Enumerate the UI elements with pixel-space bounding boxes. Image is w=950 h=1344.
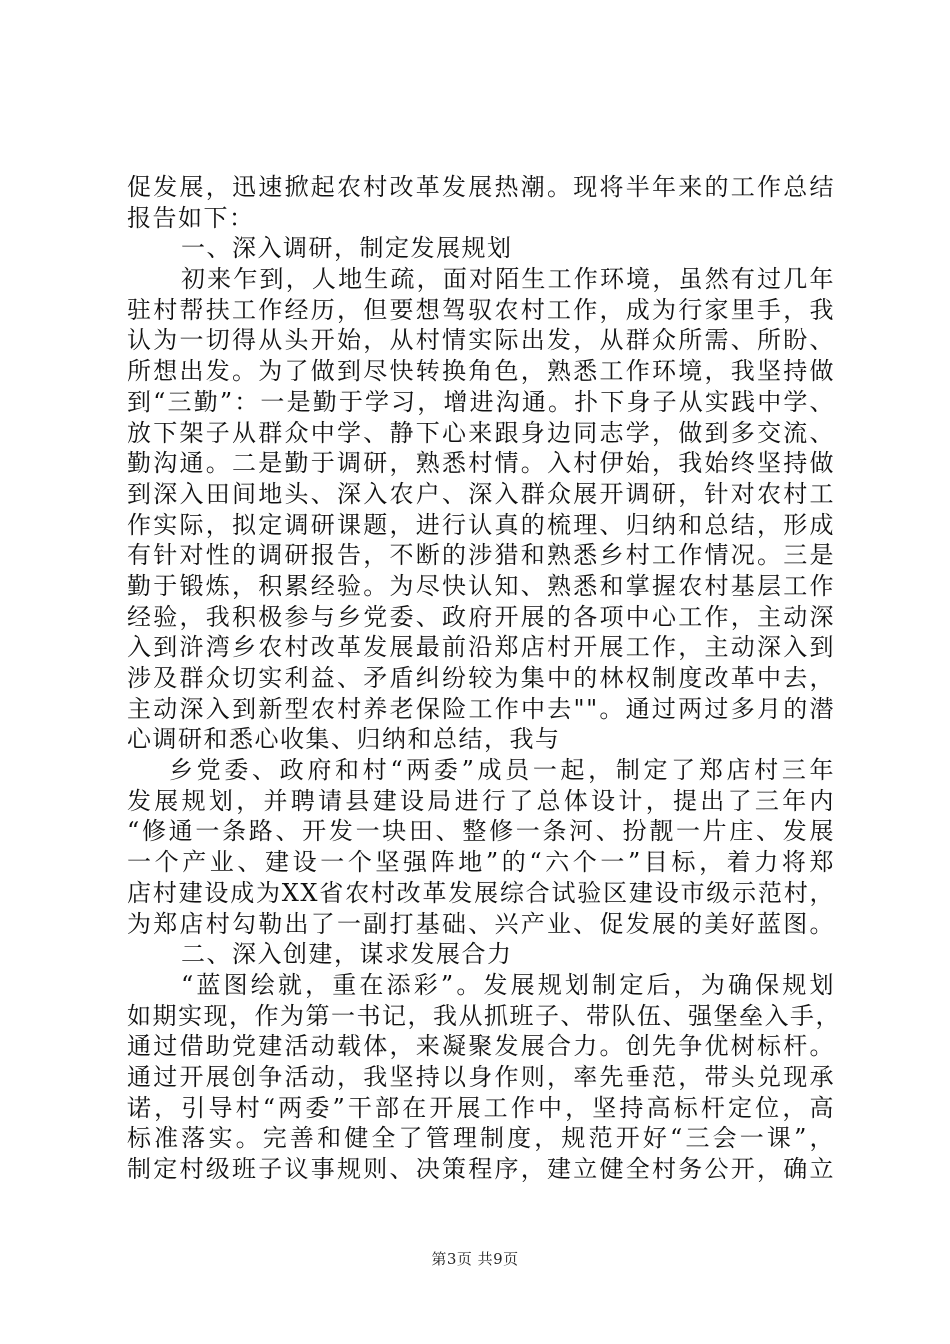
text-line: 心调研和悉心收集、归纳和总结，我与: [127, 725, 561, 754]
text-line: 主动深入到新型农村养老保险工作中去""。通过两过多月的潜: [127, 694, 835, 723]
text-line: 经验，我积极参与乡党委、政府开展的各项中心工作，主动深: [127, 602, 835, 631]
text-line: 勤于锻炼，积累经验。为尽快认知、熟悉和掌握农村基层工作: [127, 571, 835, 600]
text-line: 到深入田间地头、深入农户、深入群众展开调研，针对农村工: [127, 479, 835, 508]
text-line: 为郑店村勾勒出了一副打基础、兴产业、促发展的美好蓝图。: [127, 909, 835, 938]
text-line: 涉及群众切实利益、矛盾纠纷较为集中的林权制度改革中去，: [127, 664, 835, 692]
text-line: “修通一条路、开发一块田、整修一条河、扮靓一片庄、发展: [127, 817, 835, 846]
text-line: 促发展，迅速掀起农村改革发展热潮。现将半年来的工作总结: [127, 173, 835, 201]
text-line: 标准落实。完善和健全了管理制度，规范开好“三会一课”，: [127, 1124, 835, 1153]
text-line: 通过开展创争活动，我坚持以身作则，率先垂范，带头兑现承: [127, 1062, 835, 1091]
text-line: 放下架子从群众中学、静下心来跟身边同志学，做到多交流、: [127, 418, 835, 447]
page-number-footer: 第3页 共9页: [431, 1250, 519, 1268]
text-line: 如期实现，作为第一书记，我从抓班子、带队伍、强堡垒入手，: [127, 1001, 841, 1030]
text-line: 初来乍到，人地生疏，面对陌生工作环境，虽然有过几年: [181, 265, 835, 294]
text-line: 勤沟通。二是勤于调研，熟悉村情。入村伊始，我始终坚持做: [127, 449, 835, 478]
document-body: [127, 172, 841, 1185]
section-heading: 二、深入创建，谋求发展合力: [181, 940, 513, 969]
text-line: 报告如下：: [127, 203, 255, 232]
text-line: 有针对性的调研报告，不断的涉猎和熟悉乡村工作情况。三是: [127, 541, 835, 570]
text-line: 所想出发。为了做到尽快转换角色，熟悉工作环境，我坚持做: [127, 357, 835, 386]
text-line: 乡党委、政府和村“两委”成员一起，制定了郑店村三年: [169, 756, 835, 785]
section-heading: 一、深入调研，制定发展规划: [181, 234, 513, 263]
text-line: 一个产业、建设一个坚强阵地”的“六个一”目标，着力将郑: [127, 848, 835, 877]
text-line: 发展规划，并聘请县建设局进行了总体设计，提出了三年内: [127, 786, 835, 815]
text-line: 到“三勤”：一是勤于学习，增进沟通。扑下身子从实践中学、: [127, 387, 835, 416]
text-line: 作实际，拟定调研课题，进行认真的梳理、归纳和总结，形成: [127, 510, 835, 539]
text-line: 制定村级班子议事规则、决策程序，建立健全村务公开，确立: [127, 1155, 835, 1183]
text-line: “蓝图绘就，重在添彩”。发展规划制定后，为确保规划: [181, 970, 835, 999]
text-line: 通过借助党建活动载体，来凝聚发展合力。创先争优树标杆。: [127, 1032, 835, 1061]
text-line: 店村建设成为XX省农村改革发展综合试验区建设市级示范村，: [127, 878, 835, 907]
text-line: 认为一切得从头开始，从村情实际出发，从群众所需、所盼、: [127, 326, 835, 355]
text-line: 驻村帮扶工作经历，但要想驾驭农村工作，成为行家里手，我: [127, 295, 835, 324]
text-line: 入到浒湾乡农村改革发展最前沿郑店村开展工作，主动深入到: [127, 633, 835, 662]
text-line: 诺，引导村“两委”干部在开展工作中，坚持高标杆定位，高: [127, 1093, 835, 1122]
